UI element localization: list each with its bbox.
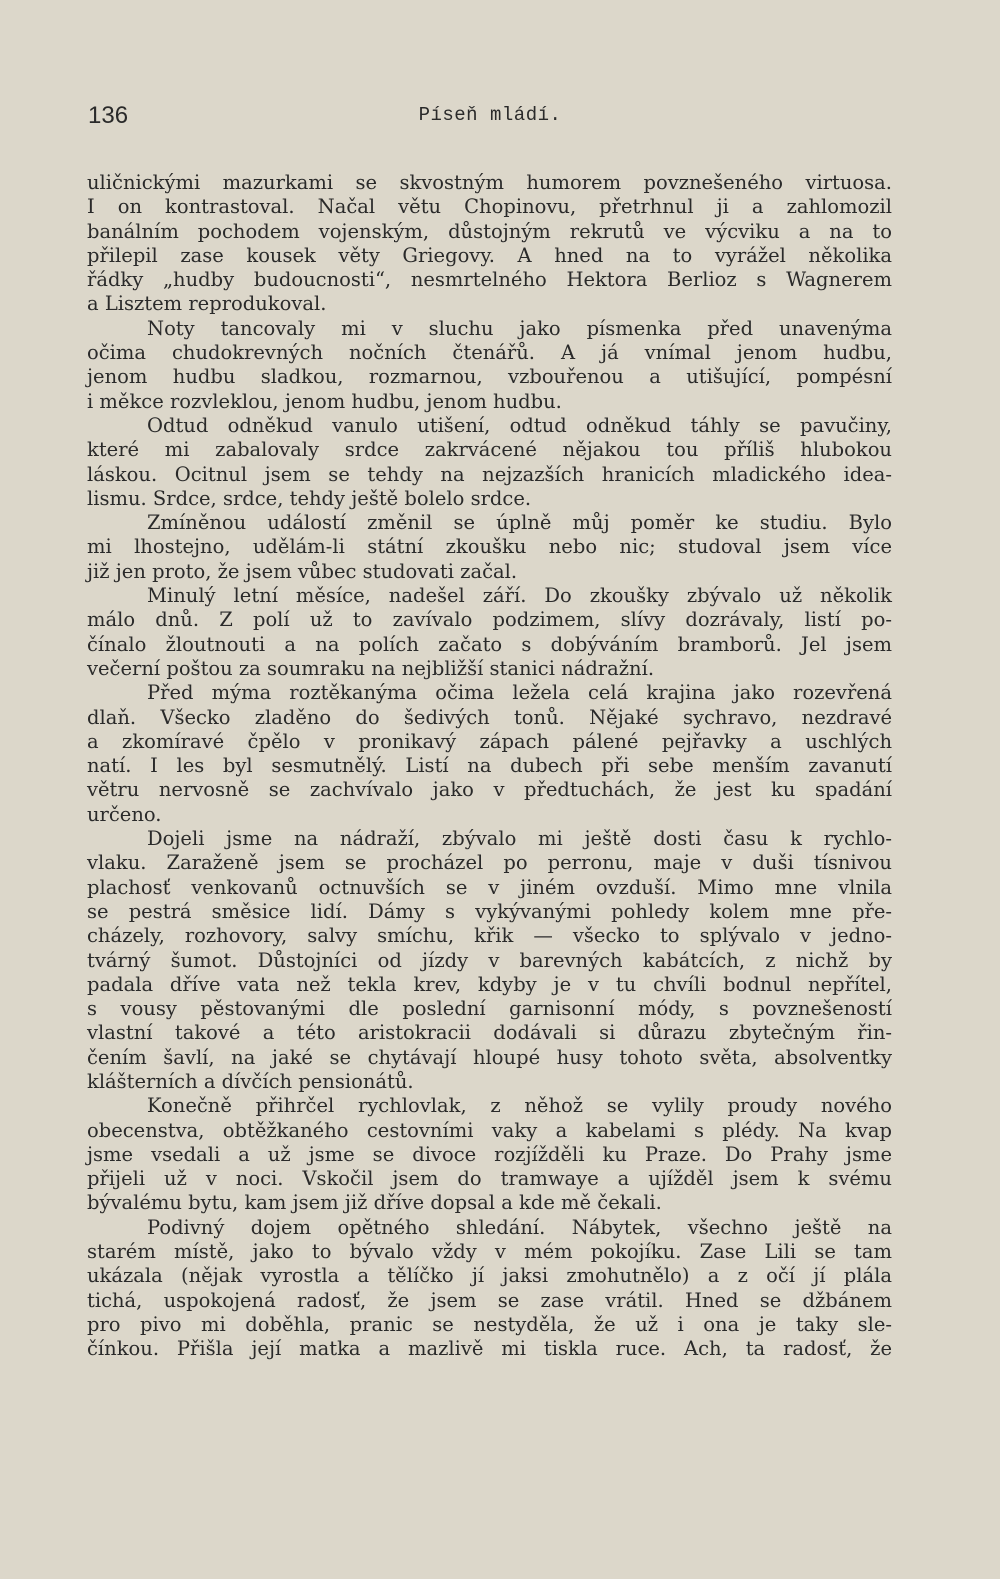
text-line: přijeli už v noci. Vskočil jsem do tramwaye a ujížděl jsem k svému [87,1167,892,1191]
text-line: málo dnů. Z polí už to zavívalo podzimem, slívy dozrávaly, listí po- [87,608,892,632]
text-line: láskou. Ocitnul jsem se tehdy na nejzazších hranicích mladického idea- [87,462,892,486]
text-line: tvárný šumot. Důstojníci od jízdy v barevných kabátcích, z nichž by [87,948,892,972]
paragraph [87,171,892,317]
page-header [88,102,892,132]
text-line: ukázala (nějak vyrostla a tělíčko jí jaksi zmohutnělo) a z očí jí plála [87,1264,892,1288]
text-line: dlaň. Všecko zladěno do šedivých tonů. Nějaké sychravo, nezdravé [87,705,892,729]
text-line: jsme vsedali a už jsme se divoce rozjížděli ku Praze. Do Prahy jsme [87,1142,892,1166]
text-line: jenom hudbu sladkou, rozmarnou, vzbouřenou a utišující, pompésní [87,365,892,389]
text-line: větru nervosně se zachvívalo jako v předtuchách, že jest ku spadání [87,778,892,802]
paragraph [87,681,892,827]
text-line: Minulý letní měsíce, nadešel září. Do zkoušky zbývalo už několik [147,584,892,608]
text-line: určeno. [87,802,162,826]
text-line: uličnickými mazurkami se skvostným humorem povznešeného virtuosa. [87,171,892,194]
text-line: se pestrá směsice lidí. Dámy s vykývanými pohledy kolem mne pře- [87,899,892,923]
paragraph [87,511,892,584]
text-line: čením šavlí, na jaké se chytávají hloupé husy tohoto světa, absolventky [87,1045,892,1069]
text-line: a zkomíravé čpělo v pronikavý zápach pálené pejřavky a uschlých [87,729,892,753]
text-line: řádky „hudby budoucnosti“, nesmrtelného Hektora Berlioz s Wagnerem [87,268,892,292]
text-line: Konečně přihrčel rychlovlak, z něhož se vylily proudy nového [147,1094,892,1118]
text-line: cházely, rozhovory, salvy smíchu, křik — všecko to splývalo v jedno- [87,924,892,948]
running-title: Píseň mládí. [418,104,562,126]
text-line: již jen proto, že jsem vůbec studovati začal. [87,559,518,583]
text-line: klášterních a dívčích pensionátů. [87,1069,414,1093]
page-number: 136 [88,102,129,129]
paragraph [87,1094,892,1215]
text-line: mi lhostejno, udělám-li státní zkoušku nebo nic; studoval jsem více [87,535,892,559]
text-line: a Lisztem reprodukoval. [87,292,327,316]
text-line: čínkou. Přišla její matka a mazlivě mi tiskla ruce. Ach, ta radosť, že [87,1337,892,1361]
text-line: natí. I les byl sesmutnělý. Listí na dubech při sebe menším zavanutí [87,754,892,778]
text-line: starém místě, jako to bývalo vždy v mém pokojíku. Zase Lili se tam [87,1240,892,1264]
body-text [87,171,892,1362]
paragraph [87,827,892,1094]
paragraph [87,317,892,414]
text-line: pro pivo mi doběhla, pranic se nestyděla, že už i ona je taky sle- [87,1312,892,1336]
text-line: očima chudokrevných nočních čtenářů. A já vnímal jenom hudbu, [87,341,892,365]
text-line: čínalo žloutnouti a na polích začato s dobýváním bramborů. Jel jsem [87,632,892,656]
text-line: s vousy pěstovanými dle poslední garnisonní módy, s povznešeností [87,997,892,1021]
text-line: vlastní takové a této aristokracii dodávali si důrazu zbytečným řin- [87,1021,892,1045]
text-line: i měkce rozvleklou, jenom hudbu, jenom hudbu. [87,389,562,413]
text-line: Před mýma roztěkanýma očima ležela celá krajina jako rozevřená [147,681,892,705]
text-line: Podivný dojem opětného shledání. Nábytek, všechno ještě na [147,1215,892,1239]
text-line: Dojeli jsme na nádraží, zbývalo mi ještě dosti času k rychlo- [147,827,892,851]
text-line: padala dříve vata než tekla krev, kdyby je v tu chvíli bodnul nepřítel, [87,972,892,996]
text-line: večerní poštou za soumraku na nejbližší stanici nádražní. [87,656,655,680]
paragraph [87,414,892,511]
text-line: Odtud odněkud vanulo utišení, odtud odněkud táhly se pavučiny, [147,413,892,437]
text-line: vlaku. Zaraženě jsem se procházel po perronu, maje v duši tísnivou [87,851,892,875]
text-line: tichá, uspokojená radosť, že jsem se zase vrátil. Hned se džbánem [87,1288,892,1312]
text-line: obecenstva, obtěžkaného cestovními vaky a kabelami s plédy. Na kvap [87,1118,892,1142]
paragraph [87,584,892,681]
text-line: které mi zabalovaly srdce zakrvácené nějakou tou příliš hlubokou [87,438,892,462]
text-line: přilepil zase kousek věty Griegovy. A hned na to vyrážel několika [87,243,892,267]
text-line: bývalému bytu, kam jsem již dříve dopsal a kde mě čekali. [87,1191,662,1215]
text-line: I on kontrastoval. Načal větu Chopinovu, přetrhnul ji a zahlomozil [87,195,892,219]
paragraph [87,1216,892,1362]
text-line: banálním pochodem vojenským, důstojným rekrutů ve výcviku a na to [87,219,892,243]
text-line: Zmíněnou událostí změnil se úplně můj poměr ke studiu. Bylo [147,511,892,535]
text-line: lismu. Srdce, srdce, tehdy ještě bolelo srdce. [87,486,532,510]
text-line: Noty tancovaly mi v sluchu jako písmenka před unavenýma [147,316,892,340]
text-line: plachosť venkovanů octnuvších se v jiném ovzduší. Mimo mne vlnila [87,875,892,899]
